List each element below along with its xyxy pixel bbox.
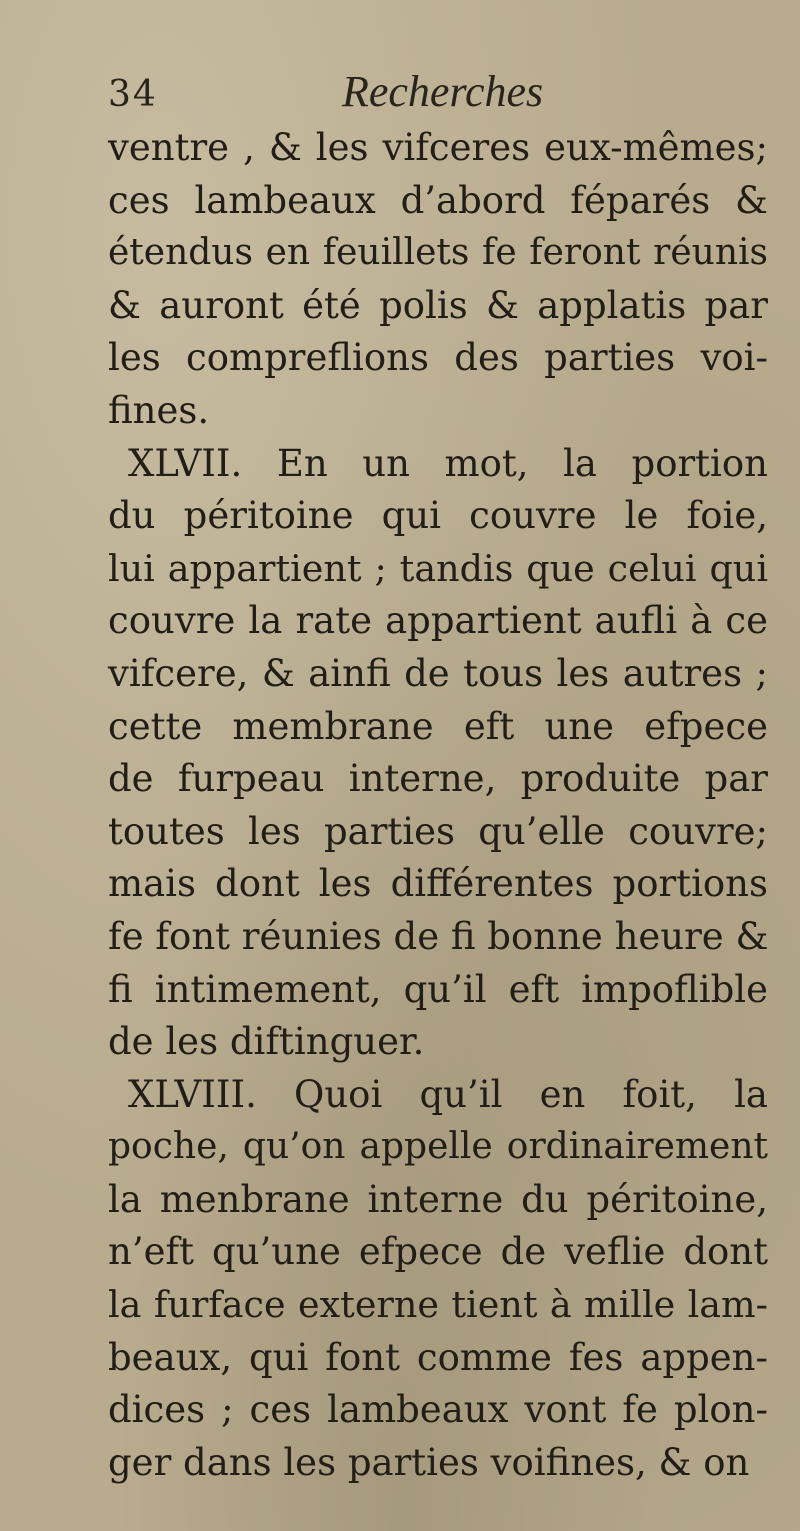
running-title: Recherches xyxy=(342,67,544,116)
text-line: la menbrane interne du péritoine, xyxy=(108,1177,768,1221)
text-line: ger dans les parties voifines, & on xyxy=(108,1440,750,1484)
text-line: dices ; ces lambeaux vont fe plon- xyxy=(108,1388,768,1432)
text-line: étendus en feuillets fe feront réunis xyxy=(108,232,768,274)
text-line: ventre , & les vifceres eux-mêmes; xyxy=(108,126,768,169)
text-line: de furpeau interne, produite par xyxy=(108,757,768,801)
text-line: couvre la rate appartient aufli à ce xyxy=(108,599,768,643)
text-line: vifcere, & ainfi de tous les autres ; xyxy=(108,651,768,695)
text-line: de les diftinguer. xyxy=(108,1020,425,1064)
text-line: beaux, qui font comme fes appen- xyxy=(108,1335,768,1379)
text-line: lui appartient ; tandis que celui qui xyxy=(108,546,768,590)
text-line: & auront été polis & applatis par xyxy=(108,283,768,327)
text-line: du péritoine qui couvre le foie, xyxy=(108,494,768,538)
page-header xyxy=(108,66,708,122)
page-number: 34 xyxy=(108,74,158,115)
text-line: toutes les parties qu’elle couvre; xyxy=(108,809,768,853)
section-heading-line: XLVIII. Quoi qu’il en foit, la xyxy=(128,1072,768,1116)
text-line: fines. xyxy=(108,388,210,432)
body-text xyxy=(108,122,768,1489)
section-heading-line: XLVII. En un mot, la portion xyxy=(128,441,768,485)
text-line: la furface externe tient à mille lam- xyxy=(108,1283,768,1327)
text-line: n’eft qu’une efpece de veflie dont xyxy=(108,1230,768,1274)
text-line: poche, qu’on appelle ordinairement xyxy=(108,1126,768,1168)
text-line: ces lambeaux d’abord féparés & xyxy=(108,178,768,222)
text-line: mais dont les différentes portions xyxy=(108,862,768,906)
text-line: cette membrane eft une efpece xyxy=(108,704,768,748)
text-line: fe font réunies de fi bonne heure & xyxy=(108,914,769,958)
text-line: fi intimement, qu’il eft impoflible xyxy=(108,967,768,1011)
text-line: les compreflions des parties voi- xyxy=(108,336,768,380)
